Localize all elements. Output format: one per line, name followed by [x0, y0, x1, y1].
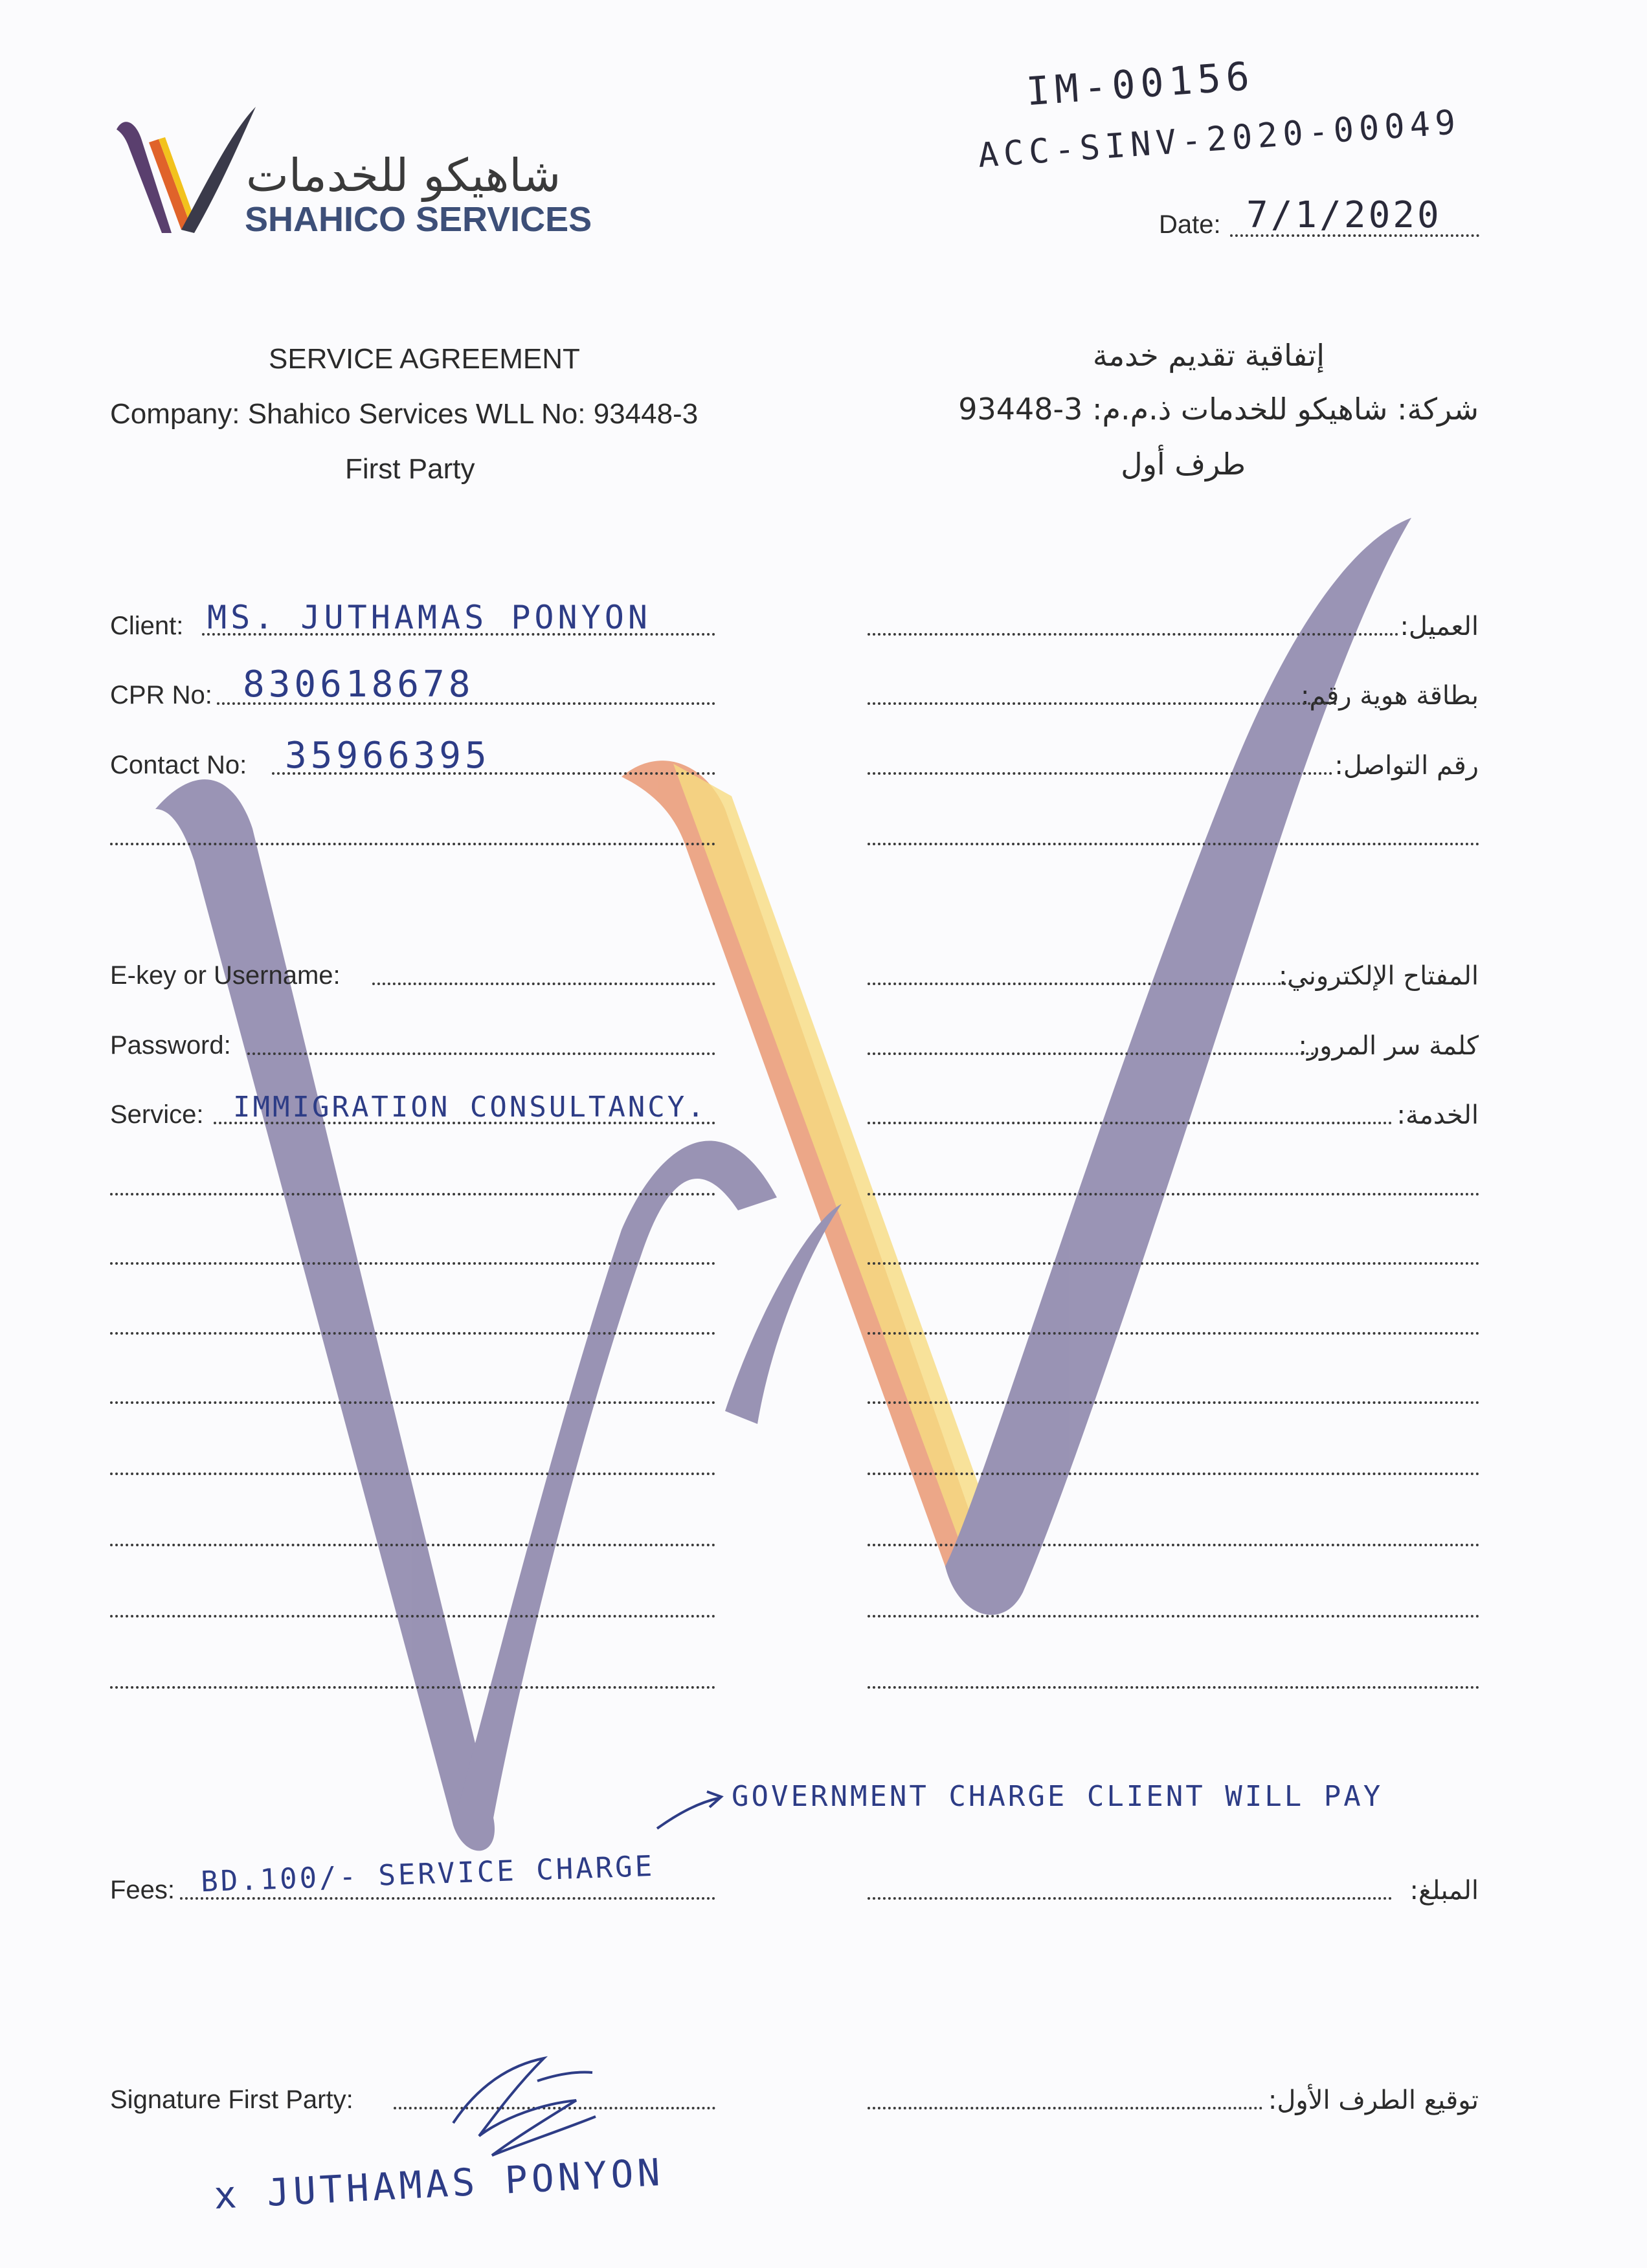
signature-label-ar: توقيع الطرف الأول: [1268, 2085, 1479, 2115]
contact-value: 35966395 [285, 735, 491, 777]
blank-line-ar-9 [868, 1686, 1479, 1689]
cpr-line-ar [868, 702, 1337, 705]
blank-line-6 [110, 1473, 715, 1475]
ekey-line [372, 983, 715, 985]
service-line-ar [868, 1122, 1392, 1124]
service-label: Service: [110, 1100, 204, 1129]
signature-name: x JUTHAMAS PONYON [212, 2150, 665, 2218]
fees-line-ar [868, 1897, 1392, 1900]
cpr-label: CPR No: [110, 681, 212, 709]
blank-line-5 [110, 1401, 715, 1404]
password-line [247, 1052, 715, 1055]
first-party-en: First Party [345, 453, 475, 485]
ekey-label-ar: المفتاح الإلكتروني: [1278, 961, 1479, 991]
logo-w-icon [110, 104, 259, 239]
blank-line-ar-4 [868, 1332, 1479, 1335]
blank-line-9 [110, 1686, 715, 1689]
logo-english-text: SHAHICO SERVICES [245, 200, 592, 239]
cpr-value: 830618678 [243, 663, 475, 706]
blank-line-ar-5 [868, 1401, 1479, 1404]
blank-line-7 [110, 1544, 715, 1546]
blank-line-ar-7 [868, 1544, 1479, 1546]
blank-line-ar-2 [868, 1193, 1479, 1195]
client-line-ar [868, 633, 1398, 636]
agreement-title-en: SERVICE AGREEMENT [269, 343, 580, 375]
service-value: IMMIGRATION CONSULTANCY. [233, 1091, 707, 1124]
agreement-title-ar: إتفاقية تقديم خدمة [1092, 338, 1325, 373]
company-line-en: Company: Shahico Services WLL No: 93448-3 [110, 398, 699, 430]
date-value: 7/1/2020 [1246, 194, 1442, 236]
blank-line-ar-8 [868, 1615, 1479, 1618]
handwritten-ref-im: IM-00156 [1024, 53, 1256, 115]
blank-line-ar-1 [868, 843, 1479, 845]
watermark-stroke-inner [453, 1140, 777, 1825]
client-value: MS. JUTHAMAS PONYON [207, 599, 651, 636]
contact-label: Contact No: [110, 751, 247, 779]
signature-scribble-icon [440, 2045, 609, 2162]
handwritten-ref-acc: ACC-SINV-2020-00049 [976, 103, 1462, 175]
watermark-hook [725, 1204, 842, 1424]
ekey-label: E-key or Username: [110, 961, 341, 990]
fees-note: GOVERNMENT CHARGE CLIENT WILL PAY [732, 1780, 1384, 1813]
watermark-stroke-left [155, 779, 495, 1851]
company-line-ar: شركة: شاهيكو للخدمات ذ.م.م: 3-93448 [958, 392, 1479, 427]
blank-line-ar-6 [868, 1473, 1479, 1475]
fees-value: BD.100/- SERVICE CHARGE [200, 1849, 655, 1899]
blank-line-ar-3 [868, 1262, 1479, 1265]
cpr-label-ar: بطاقة هوية رقم: [1301, 681, 1479, 711]
blank-line-3 [110, 1262, 715, 1265]
signature-label: Signature First Party: [110, 2085, 353, 2114]
date-label: Date: [1159, 210, 1221, 239]
blank-line-1 [110, 843, 715, 845]
ekey-line-ar [868, 983, 1292, 985]
service-label-ar: الخدمة: [1396, 1100, 1479, 1130]
logo-arabic-text: شاهيكو للخدمات [246, 149, 561, 202]
password-label: Password: [110, 1031, 231, 1060]
fees-label: Fees: [110, 1876, 175, 1904]
fees-label-ar: المبلغ: [1409, 1876, 1479, 1906]
password-line-ar [868, 1052, 1314, 1055]
blank-line-8 [110, 1615, 715, 1618]
contact-label-ar: رقم التواصل: [1334, 751, 1479, 781]
blank-line-4 [110, 1332, 715, 1335]
contact-line-ar [868, 772, 1332, 775]
fees-line [180, 1897, 715, 1900]
arrow-icon [654, 1786, 725, 1832]
blank-line-2 [110, 1193, 715, 1195]
client-label-ar: العميل: [1400, 612, 1479, 641]
signature-line-ar [868, 2107, 1262, 2109]
client-label: Client: [110, 612, 184, 640]
first-party-ar: طرف أول [1121, 447, 1246, 482]
password-label-ar: كلمة سر المرور: [1298, 1031, 1479, 1061]
